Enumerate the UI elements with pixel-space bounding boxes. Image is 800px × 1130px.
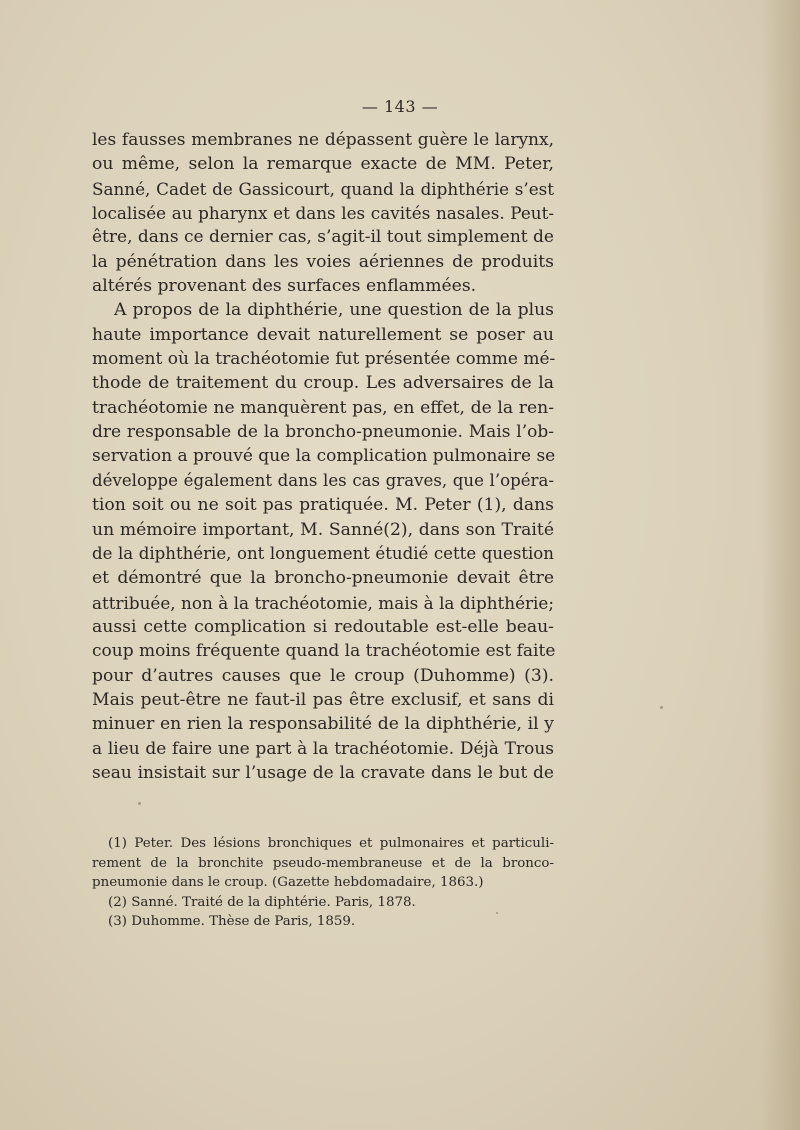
text-line: coup moins fréquente quand la trachéotomie est faite xyxy=(92,641,556,662)
text-line: être, dans ce dernier cas, s’agit-il tout simplement de xyxy=(92,227,554,248)
text-line: minuer en rien la responsabilité de la diphthérie, il y xyxy=(92,714,554,735)
footnote-line: (3) Duhomme. Thèse de Paris, 1859. xyxy=(108,914,356,930)
text-line: Mais peut-être ne faut-il pas être exclusif, et sans di xyxy=(92,689,554,710)
text-line: seau insistait sur l’usage de la cravate dans le but de xyxy=(92,762,554,783)
text-line: A propos de la diphthérie, une question de la plus xyxy=(114,300,554,321)
text-line: la pénétration dans les voies aériennes de produits xyxy=(92,251,554,272)
text-line: ou même, selon la remarque exacte de MM. Peter, xyxy=(92,154,554,175)
paper-speck xyxy=(660,706,663,709)
text-line: altérés provenant des surfaces enflammées. xyxy=(92,276,477,297)
text-line: trachéotomie ne manquèrent pas, en effet, de la ren- xyxy=(92,397,554,418)
text-line: servation a prouvé que la complication pulmonaire se xyxy=(92,446,556,467)
body-text xyxy=(92,128,554,785)
text-line: attribuée, non à la trachéotomie, mais à la diphthérie; xyxy=(92,592,554,613)
footnote-line: rement de la bronchite pseudo-membraneuse et de la bronco- xyxy=(92,855,554,871)
footnotes xyxy=(92,834,554,932)
text-line: Sanné, Cadet de Gassicourt, quand la diphthérie s’est xyxy=(92,178,554,199)
text-line: dre responsable de la broncho-pneumonie. Mais l’ob- xyxy=(92,422,554,443)
page-edge-shadow xyxy=(760,0,800,1130)
text-line: développe également dans les cas graves, que l’opéra- xyxy=(92,470,554,490)
text-line: moment où la trachéotomie fut présentée comme mé- xyxy=(92,349,556,370)
text-line: pour d’autres causes que le croup (Duhomme) (3). xyxy=(92,665,554,686)
footnote-line: (1) Peter. Des lésions bronchiques et pulmonaires et particuli- xyxy=(108,836,554,851)
page-number: — 143 — xyxy=(361,97,439,116)
text-line: localisée au pharynx et dans les cavités nasales. Peut- xyxy=(92,203,554,224)
footnote-line: (2) Sanné. Traité de la diphtérie. Paris, 1878. xyxy=(108,894,416,910)
text-line: et démontré que la broncho-pneumonie devait être xyxy=(92,568,554,589)
text-line: tion soit ou ne soit pas pratiquée. M. Peter (1), dans xyxy=(92,495,554,516)
text-line: thode de traitement du croup. Les adversaires de la xyxy=(92,373,554,394)
paper-speck xyxy=(496,912,498,914)
paper-speck xyxy=(138,802,141,805)
footnote-line: pneumonie dans le croup. (Gazette hebdomadaire, 1863.) xyxy=(92,875,484,891)
text-line: les fausses membranes ne dépassent guère le larynx, xyxy=(92,130,554,150)
text-line: de la diphthérie, ont longuement étudié cette question xyxy=(92,543,554,563)
text-line: un mémoire important, M. Sanné(2), dans son Traité xyxy=(92,519,554,540)
text-line: haute importance devait naturellement se poser au xyxy=(92,324,554,345)
text-line: a lieu de faire une part à la trachéotomie. Déjà Trous xyxy=(92,738,554,759)
text-line: aussi cette complication si redoutable est-elle beau- xyxy=(92,616,554,637)
